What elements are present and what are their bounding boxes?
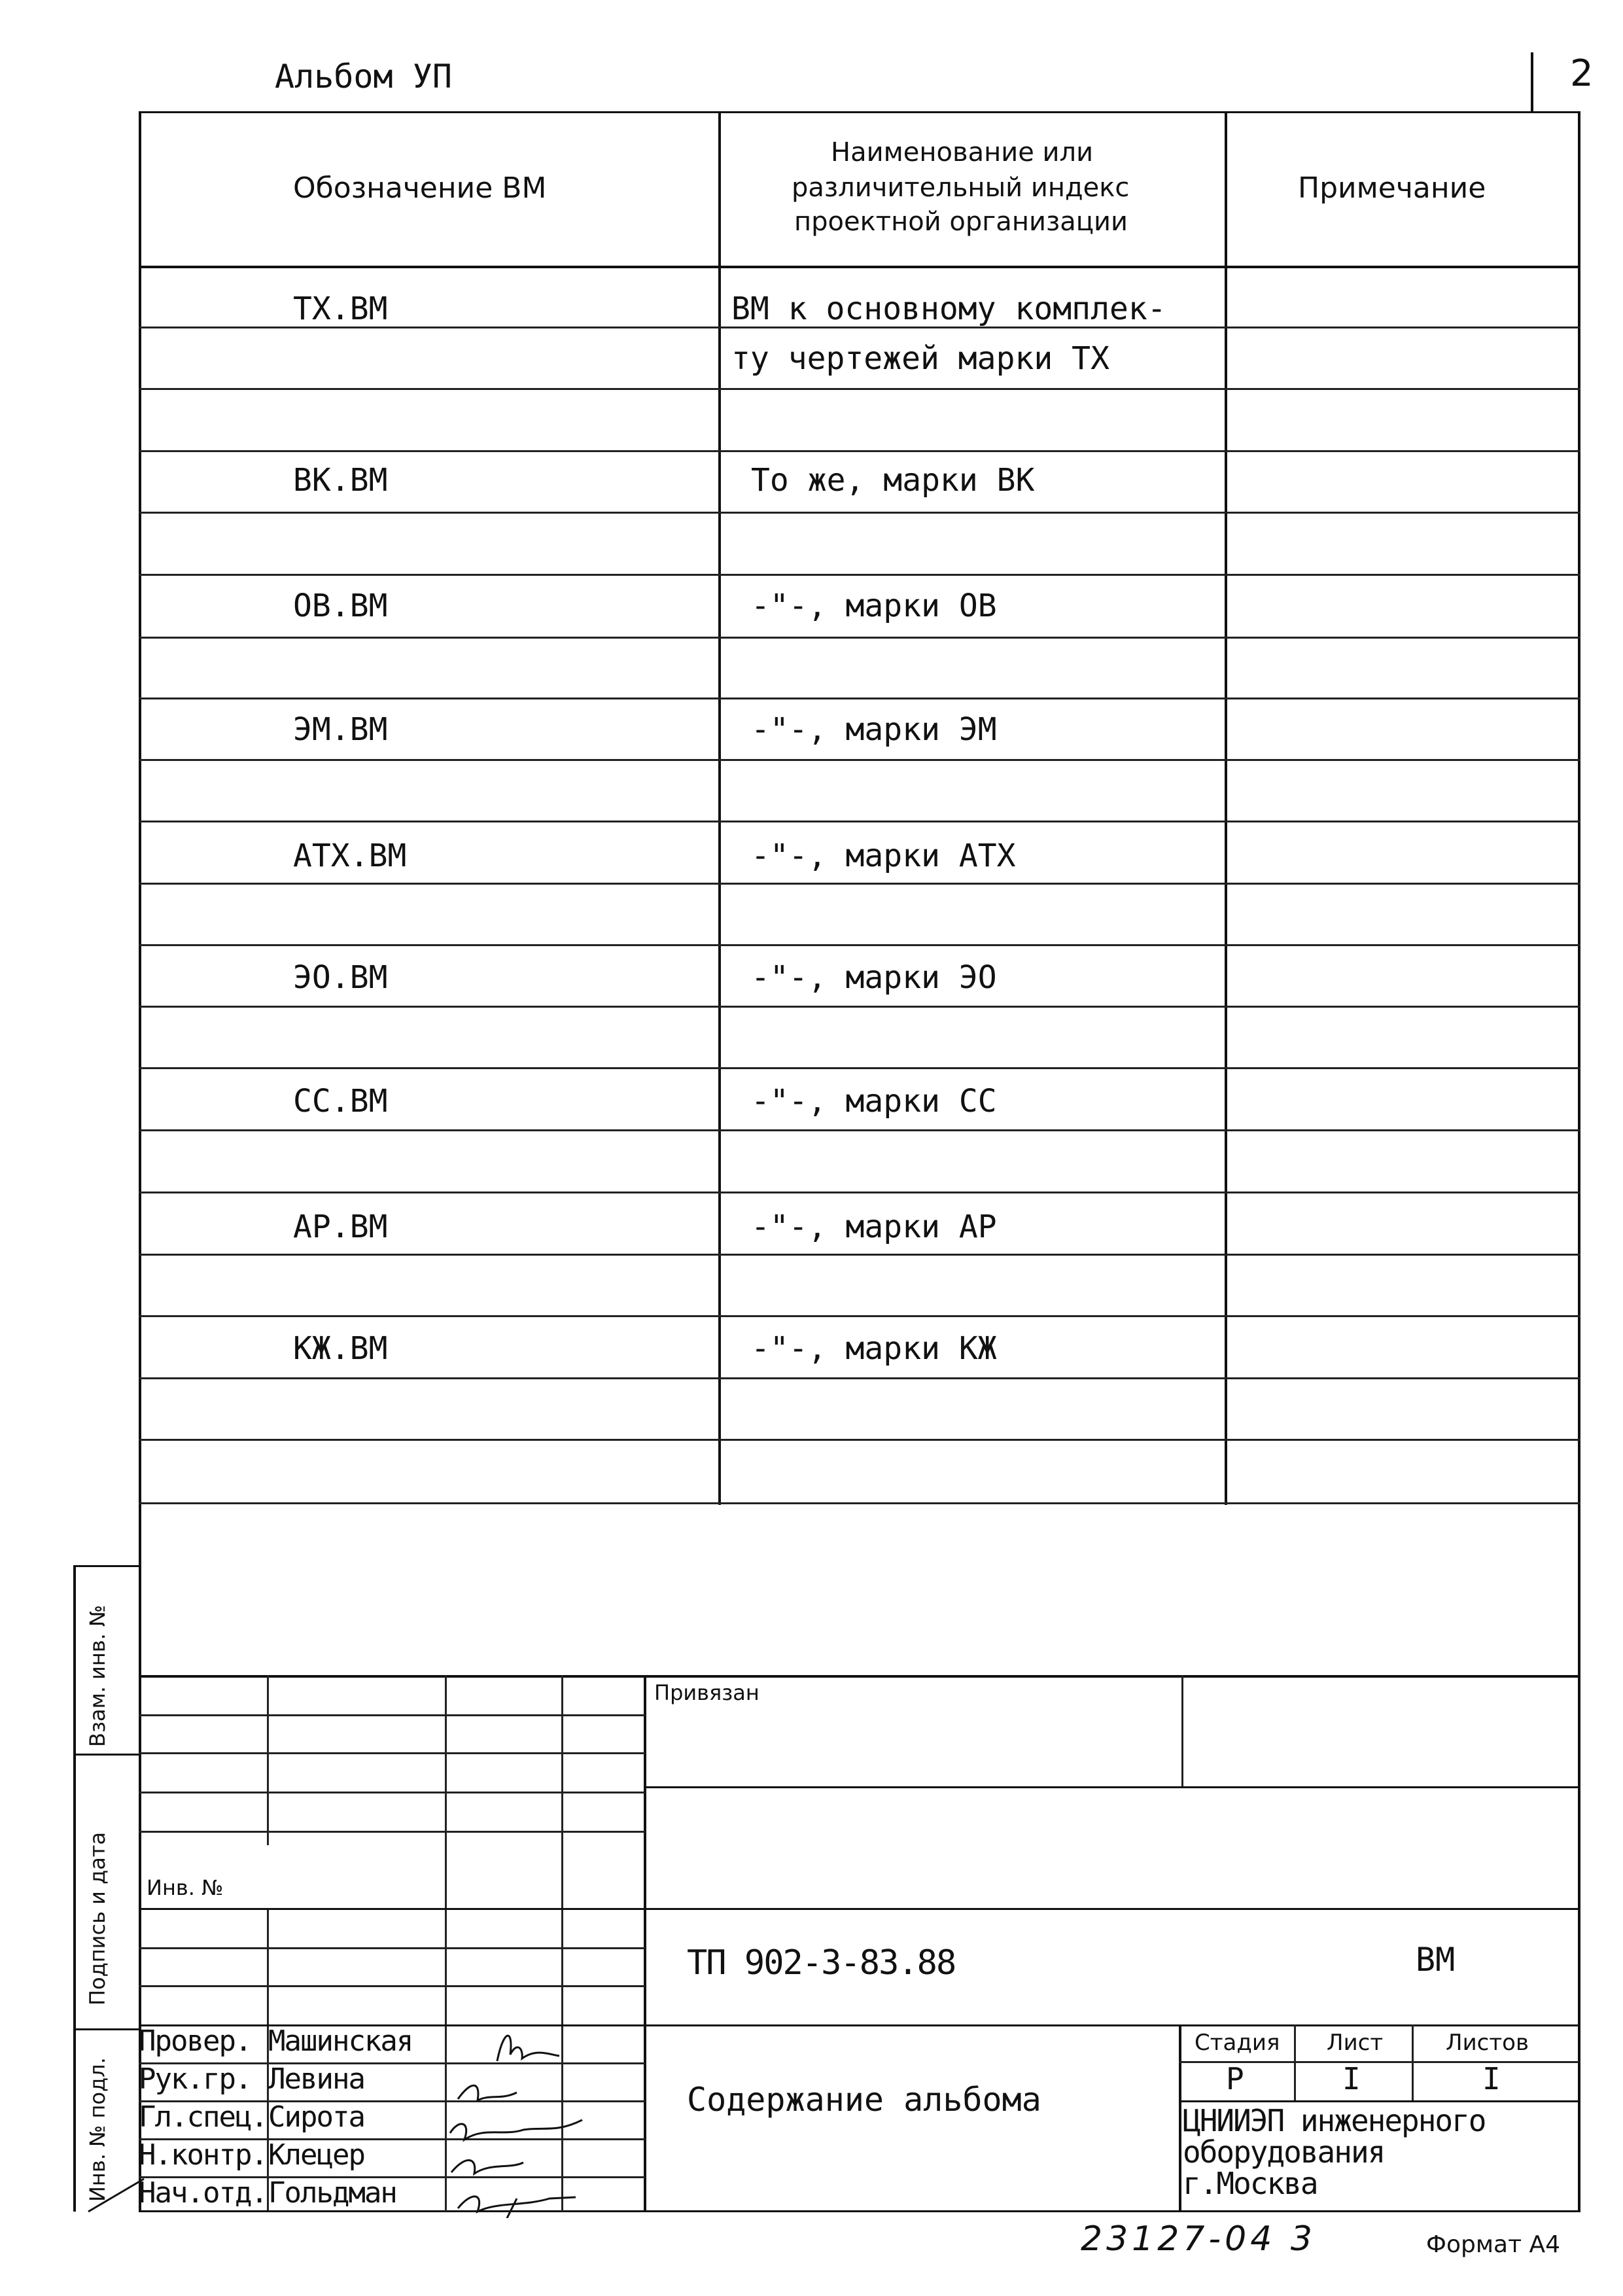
table-row-name: -"-, марки ОВ [751,588,997,624]
sign-row [139,1908,645,1910]
table-row-designation: ТХ.ВМ [293,291,388,327]
org-line-1: ЦНИИЭП инженерного [1183,2103,1486,2138]
header-divider [1531,52,1533,111]
table-row-name: -"-, марки АТХ [751,838,1016,874]
side-stamp-top [73,1565,141,1567]
row-line [139,944,1580,946]
format-label: Формат А4 [1426,2231,1561,2258]
stage-col-2 [1294,2024,1296,2102]
privyazan-label: Привязан [654,1680,759,1705]
row-line [139,388,1580,390]
stage-col-3 [1412,2024,1414,2102]
frame-left [139,111,141,2212]
inv-no-label: Инв. № [147,1875,224,1900]
sheet-value: I [1342,2061,1361,2096]
sign-col-1 [267,1675,269,1845]
table-row-name: То же, марки ВК [751,462,1035,499]
corner-diagonal [85,2176,150,2215]
signer-name: Клецер [268,2138,364,2172]
row-line [139,1439,1580,1441]
sign-row [139,1714,645,1716]
table-row-designation: КЖ.ВМ [293,1330,388,1367]
org-line-3: г.Москва [1183,2166,1318,2201]
table-row-designation: СС.ВМ [293,1083,388,1120]
row-line [139,1192,1580,1193]
frame-top [139,111,1580,113]
col-divider-1 [718,111,721,1505]
archive-number: 23127-04 3 [1081,2219,1316,2259]
title-block-top [139,1675,1580,1678]
side-stamp-left [73,1565,76,2212]
col-header-name-line2: различительный индекс [792,173,1130,203]
row-line [139,759,1580,761]
col-header-name-line1: Наименование или [831,137,1094,168]
col-header-designation: Обозначение ВМ [293,171,547,205]
doc-mark: ВМ [1416,1941,1456,1979]
org-line-2: оборудования [1183,2134,1385,2170]
row-line [139,574,1580,576]
doc-title: Содержание альбома [687,2081,1041,2119]
album-label: Альбом УП [275,58,452,96]
row-line [139,637,1580,639]
sign-row [139,1831,645,1833]
row-line [139,1502,1580,1504]
table-row-designation: ЭО.ВМ [293,959,388,996]
privyazan-divider [1181,1675,1183,1788]
side-stamp-vzam-inv: Взам. инв. № [85,1604,110,1747]
row-line [139,1067,1580,1069]
stage-row-2 [1179,2100,1579,2102]
row-line [139,698,1580,699]
sheets-label: Листов [1446,2030,1529,2056]
sign-row [139,1792,645,1793]
signer-role: Нач.отд. [139,2176,267,2210]
table-row-name: -"-, марки АР [751,1209,997,1245]
side-stamp-div2 [73,2028,141,2030]
table-row-name: -"-, марки СС [751,1083,997,1120]
row-line [139,450,1580,452]
tb-row-2 [644,1908,1580,1910]
signer-name: Сирота [268,2100,364,2134]
signer-name: Машинская [268,2024,413,2058]
signer-role: Рук.гр. [139,2062,251,2096]
table-row-designation: АР.ВМ [293,1209,388,1245]
col-header-name-line3: проектной организации [794,207,1128,237]
col-header-note: Примечание [1298,171,1486,205]
frame-right [1578,111,1580,2212]
table-row-name: -"-, марки ЭО [751,959,997,996]
side-stamp-inv-podl: Инв. № подл. [85,2057,110,2202]
page-number: 2 [1570,52,1594,95]
table-row-name: -"-, марки ЭМ [751,711,997,748]
frame-bottom [139,2210,1580,2212]
row-line [139,1315,1580,1317]
side-stamp-podpis-data: Подпись и дата [85,1831,110,2005]
row-line [139,1377,1580,1379]
row-line [139,883,1580,885]
table-row-name: ВМ к основному комплек- [731,291,1166,327]
row-line [139,512,1580,514]
stage-label: Стадия [1195,2030,1280,2056]
signatures-scribble [445,2002,615,2218]
table-row-name: -"-, марки КЖ [751,1330,997,1367]
tb-row-1 [644,1786,1580,1788]
signer-role: Провер. [139,2024,251,2058]
row-line [139,1129,1580,1131]
sign-row [139,1985,645,1987]
row-line [139,821,1580,822]
doc-code: ТП 902-3-83.88 [687,1943,956,1983]
table-row-name: ту чертежей марки ТХ [731,340,1109,377]
col-divider-2 [1225,111,1227,1505]
sheet-label: Лист [1327,2030,1384,2056]
table-row-designation: ОВ.ВМ [293,588,388,624]
row-line [139,1254,1580,1256]
table-row-designation: АТХ.ВМ [293,838,407,874]
stage-value: Р [1226,2061,1244,2096]
signer-role: Гл.спец. [139,2100,267,2134]
table-row-designation: ЭМ.ВМ [293,711,388,748]
sign-row [139,1752,645,1754]
sign-row [139,1947,645,1949]
table-row-designation: ВК.ВМ [293,462,388,499]
header-row-bottom [139,266,1580,268]
row-line [139,1006,1580,1008]
stage-box-left [1179,2024,1181,2212]
signer-role: Н.контр. [139,2138,267,2172]
sheets-value: I [1482,2061,1501,2096]
tb-row-3 [644,2024,1580,2026]
sign-col-4 [644,1675,646,2212]
signer-name: Гольдман [268,2176,396,2210]
side-stamp-div1 [73,1754,141,1756]
signer-name: Левина [268,2062,364,2096]
